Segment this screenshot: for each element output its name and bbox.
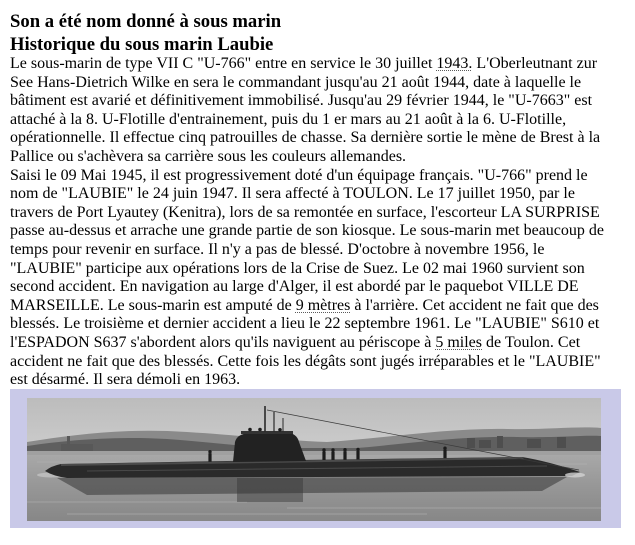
crew-member xyxy=(331,448,334,460)
crew-member xyxy=(443,447,446,459)
photo-frame xyxy=(10,389,621,528)
body-text-segment: Le sous-marin de type VII C "U-766" entre en service le 30 juillet xyxy=(10,55,437,72)
history-paragraph xyxy=(10,55,604,390)
crew-member xyxy=(208,450,211,462)
body-line: passe au-dessus et arrache une grande partie de son kiosque. Le sous-marin met beaucoup de xyxy=(10,222,605,240)
body-line xyxy=(10,55,604,74)
body-line xyxy=(10,297,604,316)
body-text-segment: l'ESPADON S637 s'abordent alors qu'ils naviguent au périscope à xyxy=(10,333,436,351)
crew-member xyxy=(356,448,359,460)
conning-tower-reflection xyxy=(237,478,303,502)
body-line: See Hans-Dietrich Wilke en sera le commandant jusqu'au 21 août 1944, date à laquelle le xyxy=(10,73,582,91)
bow-wake xyxy=(565,473,585,478)
body-text-segment: MARSEILLE. Le sous-marin est amputé de xyxy=(10,296,296,314)
body-line xyxy=(10,334,604,353)
body-text-segment: de Toulon. Cet xyxy=(482,333,581,351)
body-line: Saisi le 09 Mai 1945, il est progressivement doté d'un équipage français. "U-766" prend le xyxy=(10,166,588,184)
submarine-photo xyxy=(27,398,601,521)
body-line: attaché à la 8. U-Flotille d'entrainement, puis du 1 er mars au 21 août à la 6. U-Flotille, xyxy=(10,110,567,128)
body-line: bâtiment est avarié et définitivement immobilisé. Jusqu'au 29 février 1944, le "U-7663" est xyxy=(10,92,593,110)
body-line: blessés. Le troisième et dernier accident a lieu le 22 septembre 1961. Le "LAUBIE" S610 et xyxy=(10,315,600,333)
body-line: est désarmé. Il sera démoli en 1963. xyxy=(10,371,241,389)
underlined-text: 5 miles xyxy=(435,333,483,351)
body-text-segment: à l'arrière. Cet accident ne fait que des xyxy=(350,296,599,314)
body-line: opérationnelle. Il effectue cinq patrouilles de chasse. Sa dernière sortie le mène de Brest à la xyxy=(10,129,601,147)
heading xyxy=(10,10,281,56)
body-line: Pallice ou s'achèvera sa carrière sous les couleurs allemandes. xyxy=(10,147,407,165)
body-text-segment: L'Oberleutnant zur xyxy=(472,55,598,72)
underlined-text: 9 mètres xyxy=(295,296,351,314)
body-line: nom de "LAUBIE" le 24 juin 1947. Il sera affecté à TOULON. Le 17 juillet 1950, par le xyxy=(10,185,575,203)
body-line: "LAUBIE" participe aux opérations lors de la Crise de Suez. Le 02 mai 1960 survient son xyxy=(10,259,585,277)
page-title: Son a été nom donné à sous marin xyxy=(10,11,282,32)
body-line: second accident. En navigation au large d'Alger, il est abordé par le paquebot VILLE DE xyxy=(10,278,579,296)
body-line: travers de Port Lyautey (Kenitra), lors de sa remontée en surface, l'escorteur LA SURPRISE xyxy=(10,203,600,221)
crew-member xyxy=(343,448,346,460)
body-line: temps pour revenir en surface. Il n'y a pas de blessé. D'octobre à novembre 1956, le xyxy=(10,240,545,258)
crew-member xyxy=(322,448,325,460)
section-title: Historique du sous marin Laubie xyxy=(10,34,274,55)
body-line: accident ne fait que des blessés. Cette fois les dégâts sont jugés irréparables et le "LAUBIE" xyxy=(10,352,601,370)
underlined-text: 1943. xyxy=(436,55,473,72)
conning-tower-rim xyxy=(241,431,293,434)
conning-tower xyxy=(233,432,306,462)
